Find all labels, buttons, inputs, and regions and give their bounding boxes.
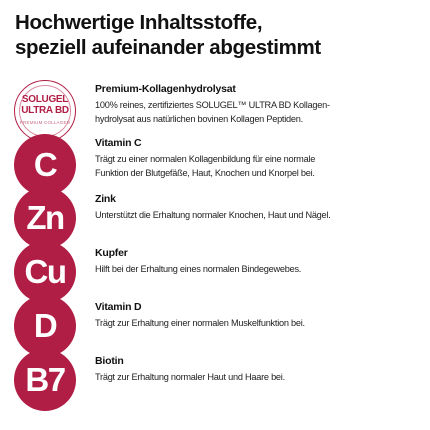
- seal-text-line-1: SOLUGEL: [21, 94, 69, 105]
- description-line: Trägt zur Erhaltung normaler Haut und Haare bei.: [95, 372, 285, 382]
- zinc-badge-icon: Zn: [14, 187, 76, 249]
- ingredient-description: [95, 153, 420, 180]
- description-line: Trägt zur Erhaltung einer normalen Muskelfunktion bei.: [95, 318, 305, 328]
- description-line: Trägt zu einer normalen Kollagenbildung für eine normale: [95, 154, 316, 164]
- description-line: hydrolysat aus natürlichen bovinen Kollagen Peptiden.: [95, 113, 303, 124]
- ingredient-name: Kupfer: [95, 247, 128, 259]
- ingredient-name: Premium-Kollagenhydrolysat: [95, 83, 236, 95]
- description-line: Hilft bei der Erhaltung eines normalen Bindegewebes.: [95, 264, 302, 274]
- copper-badge-icon: Cu: [14, 241, 76, 303]
- seal-tagline: PREMIUM COLLAGEN: [19, 120, 71, 125]
- headline-line-2: speziell aufeinander abgestimmt: [15, 36, 321, 59]
- description-line: Funktion der Blutgefäße, Haut, Knochen und Knorpel bei.: [95, 167, 315, 178]
- ingredient-description: [95, 263, 420, 277]
- ingredient-description: [95, 209, 420, 223]
- vitamin-c-badge-icon: C: [14, 134, 76, 196]
- vitamin-d-badge-icon: D: [14, 295, 76, 357]
- description-line: 100% reines, zertifiziertes SOLUGEL™ ULTRA BD Kollagen-: [95, 100, 330, 110]
- ingredient-name: Vitamin D: [95, 301, 142, 313]
- ingredient-description: [95, 317, 420, 331]
- ingredient-name: Vitamin C: [95, 137, 142, 149]
- ingredient-description: [95, 99, 420, 126]
- description-line: Unterstützt die Erhaltung normaler Knochen, Haut und Nägel.: [95, 210, 331, 220]
- ingredient-description: [95, 371, 420, 385]
- ingredient-name: Biotin: [95, 355, 124, 367]
- headline: [15, 10, 415, 60]
- solugel-seal-icon: [14, 80, 76, 142]
- ingredient-name: Zink: [95, 193, 116, 205]
- headline-line-1: Hochwertige Inhaltsstoffe,: [15, 11, 263, 34]
- biotin-badge-icon: B7: [14, 349, 76, 411]
- seal-text-line-2: ULTRA BD: [21, 105, 69, 116]
